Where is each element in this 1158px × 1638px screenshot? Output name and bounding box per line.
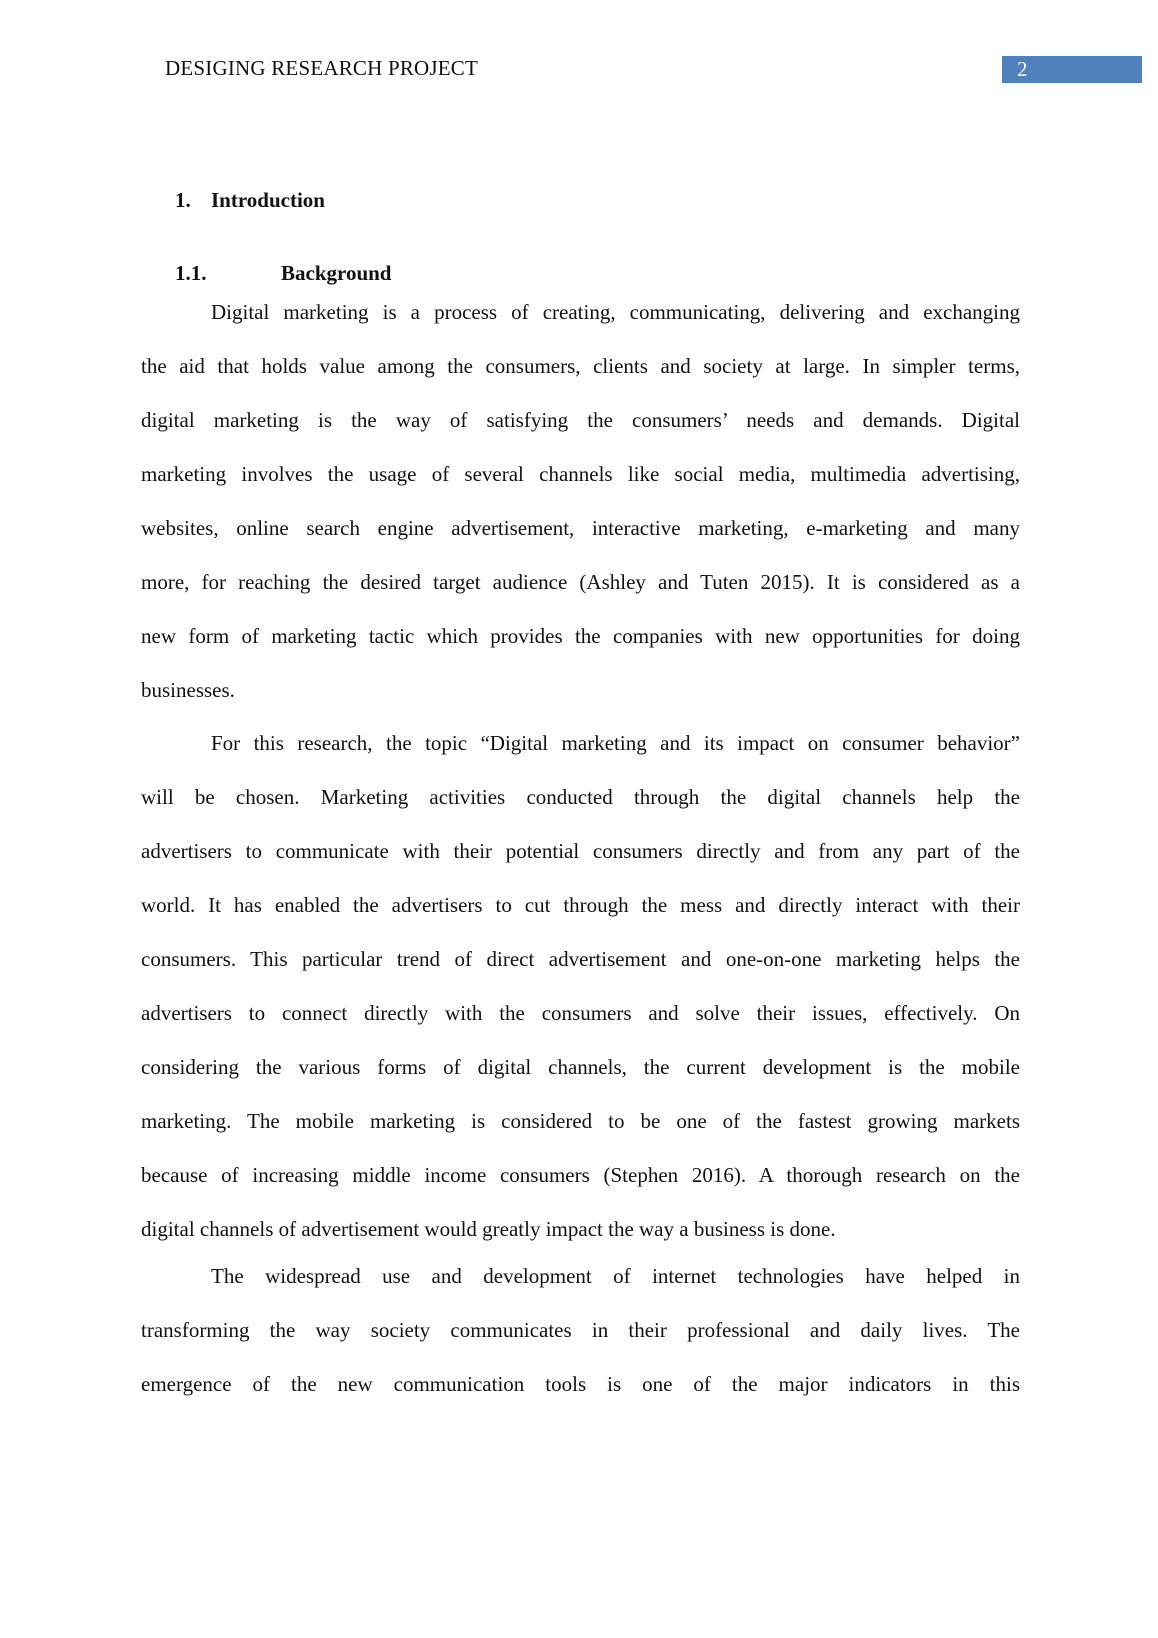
text-line-content: advertisers to communicate with their potential consumers directly and from any part of the — [141, 839, 1020, 863]
text-line — [141, 1371, 1020, 1425]
paragraph — [141, 299, 1020, 731]
text-line — [141, 1000, 1020, 1054]
text-line-content: advertisers to connect directly with the consumers and solve their issues, effectively. On — [141, 1001, 1020, 1025]
text-line-content: businesses. — [141, 678, 235, 702]
text-line-content: the aid that holds value among the consumers, clients and society at large. In simpler terms, — [141, 354, 1020, 378]
text-line — [141, 1162, 1020, 1216]
running-head: DESIGING RESEARCH PROJECT — [165, 56, 479, 80]
text-line — [141, 461, 1020, 515]
text-line — [141, 515, 1020, 569]
text-line-content: new form of marketing tactic which provides the companies with new opportunities for doing — [141, 624, 1020, 648]
text-line — [141, 569, 1020, 623]
text-line — [141, 623, 1020, 677]
heading-background — [175, 261, 392, 286]
text-line-content: digital marketing is the way of satisfying the consumers’ needs and demands. Digital — [141, 408, 1020, 432]
text-line-content: more, for reaching the desired target audience (Ashley and Tuten 2015). It is considered as a — [141, 570, 1020, 594]
text-line — [141, 299, 1020, 353]
text-line-content: consumers. This particular trend of direct advertisement and one-on-one marketing helps the — [141, 947, 1020, 971]
text-line — [141, 730, 1020, 784]
text-line — [141, 1054, 1020, 1108]
text-line — [141, 407, 1020, 461]
text-line-content: transforming the way society communicates in their professional and daily lives. The — [141, 1318, 1020, 1342]
text-line — [141, 353, 1020, 407]
text-line — [141, 1317, 1020, 1371]
text-line-content: The widespread use and development of internet technologies have helped in — [211, 1264, 1020, 1288]
page-number: 2 — [1002, 56, 1142, 83]
text-line — [141, 946, 1020, 1000]
text-line-content: marketing involves the usage of several channels like social media, multimedia advertising, — [141, 462, 1020, 486]
heading-title: Introduction — [211, 188, 325, 212]
text-line-content: marketing. The mobile marketing is considered to be one of the fastest growing markets — [141, 1109, 1020, 1133]
paragraph — [141, 1263, 1020, 1425]
heading-number: 1.1. — [175, 261, 207, 285]
heading-introduction — [175, 188, 325, 213]
text-line-content: world. It has enabled the advertisers to cut through the mess and directly interact with their — [141, 893, 1020, 917]
text-line-content: because of increasing middle income consumers (Stephen 2016). A thorough research on the — [141, 1163, 1020, 1187]
heading-number: 1. — [175, 188, 191, 212]
text-line — [141, 677, 1020, 731]
text-line-content: websites, online search engine advertisement, interactive marketing, e-marketing and many — [141, 516, 1020, 540]
text-line — [141, 784, 1020, 838]
text-line — [141, 1108, 1020, 1162]
text-line — [141, 1216, 1020, 1270]
text-line — [141, 838, 1020, 892]
text-line — [141, 892, 1020, 946]
text-line-content: digital channels of advertisement would greatly impact the way a business is done. — [141, 1217, 836, 1241]
text-line-content: For this research, the topic “Digital marketing and its impact on consumer behavior” — [211, 731, 1020, 755]
text-line-content: emergence of the new communication tools is one of the major indicators in this — [141, 1372, 1020, 1396]
text-line-content: considering the various forms of digital channels, the current development is the mobile — [141, 1055, 1020, 1079]
text-line — [141, 1263, 1020, 1317]
paragraph — [141, 730, 1020, 1270]
text-line-content: will be chosen. Marketing activities conducted through the digital channels help the — [141, 785, 1020, 809]
text-line-content: Digital marketing is a process of creating, communicating, delivering and exchanging — [211, 300, 1020, 324]
heading-title: Background — [281, 261, 392, 285]
